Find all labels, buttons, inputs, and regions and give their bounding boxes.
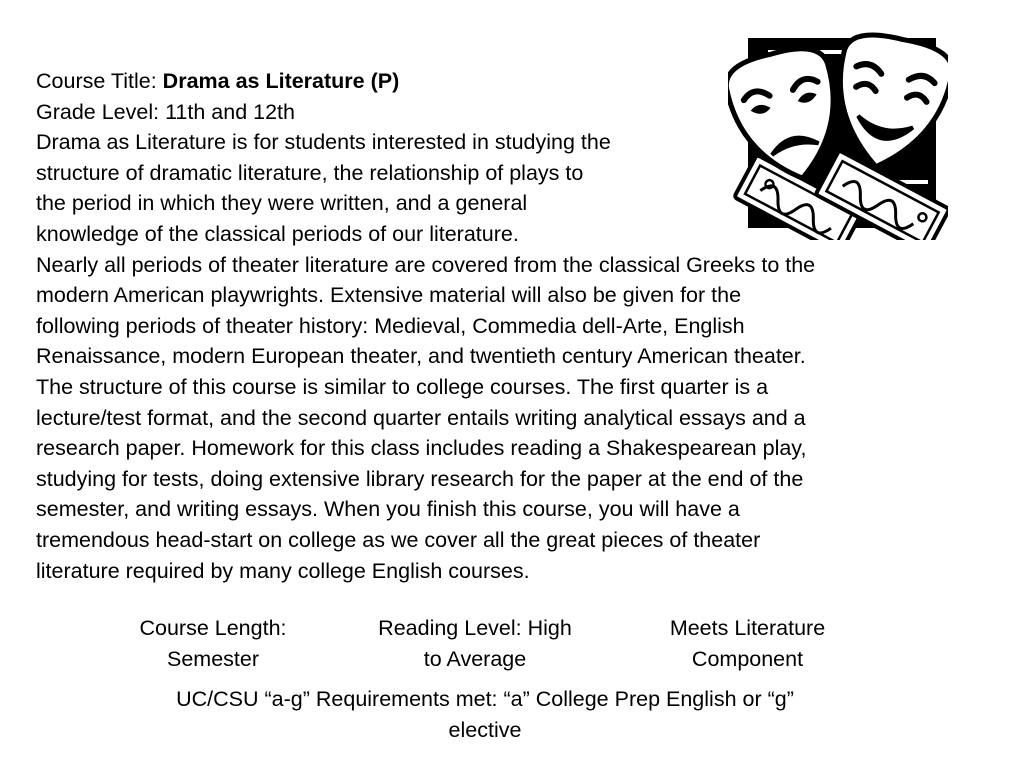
reading-level-label: Reading Level: High	[378, 616, 572, 640]
body-line: The structure of this course is similar to college courses. The first quarter is a	[36, 374, 769, 399]
course-length-value: Semester	[166, 646, 259, 671]
course-length-label: Course Length:	[139, 616, 287, 640]
grade-level: Grade Level: 11th and 12th	[36, 99, 295, 124]
body-line: modern American playwrights. Extensive material will also be given for the	[36, 283, 742, 308]
body-line: Renaissance, modern European theater, and twentieth century American theater.	[36, 344, 806, 369]
literature-component-label: Meets Literature	[669, 616, 826, 640]
drama-masks-icon	[728, 30, 948, 240]
body-line: tremendous head-start on college as we cover all the great pieces of theater	[36, 527, 761, 552]
literature-component-value: Component	[691, 646, 804, 671]
body-line: studying for tests, doing extensive library research for the paper at the end of the	[36, 466, 804, 491]
course-title: Drama as Literature (P)	[162, 69, 400, 93]
intro-line: Drama as Literature is for students interested in studying the	[36, 130, 611, 155]
body-line: semester, and writing essays. When you finish this course, you will have a	[36, 497, 740, 522]
intro-line: structure of dramatic literature, the relationship of plays to	[36, 160, 584, 185]
literature-component	[640, 613, 855, 674]
uc-csu-requirements	[100, 684, 870, 745]
body-line: literature required by many college English courses.	[36, 558, 530, 583]
intro-line: knowledge of the classical periods of our literature.	[36, 221, 519, 246]
course-length	[113, 613, 313, 674]
body-line: Nearly all periods of theater literature are covered from the classical Greeks to the	[36, 252, 816, 277]
reading-level	[350, 613, 600, 674]
requirements-line: elective	[448, 717, 522, 742]
body-line: lecture/test format, and the second quarter entails writing analytical essays and a	[36, 405, 806, 430]
body-line: following periods of theater history: Medieval, Commedia dell-Arte, English	[36, 313, 745, 338]
body-line: research paper. Homework for this class includes reading a Shakespearean play,	[36, 436, 807, 461]
intro-line: the period in which they were written, and a general	[36, 191, 528, 216]
course-title-label: Course Title:	[36, 69, 157, 93]
requirements-line: UC/CSU “a-g” Requirements met: “a” College Prep English or “g”	[176, 687, 794, 711]
reading-level-value: to Average	[423, 646, 527, 671]
